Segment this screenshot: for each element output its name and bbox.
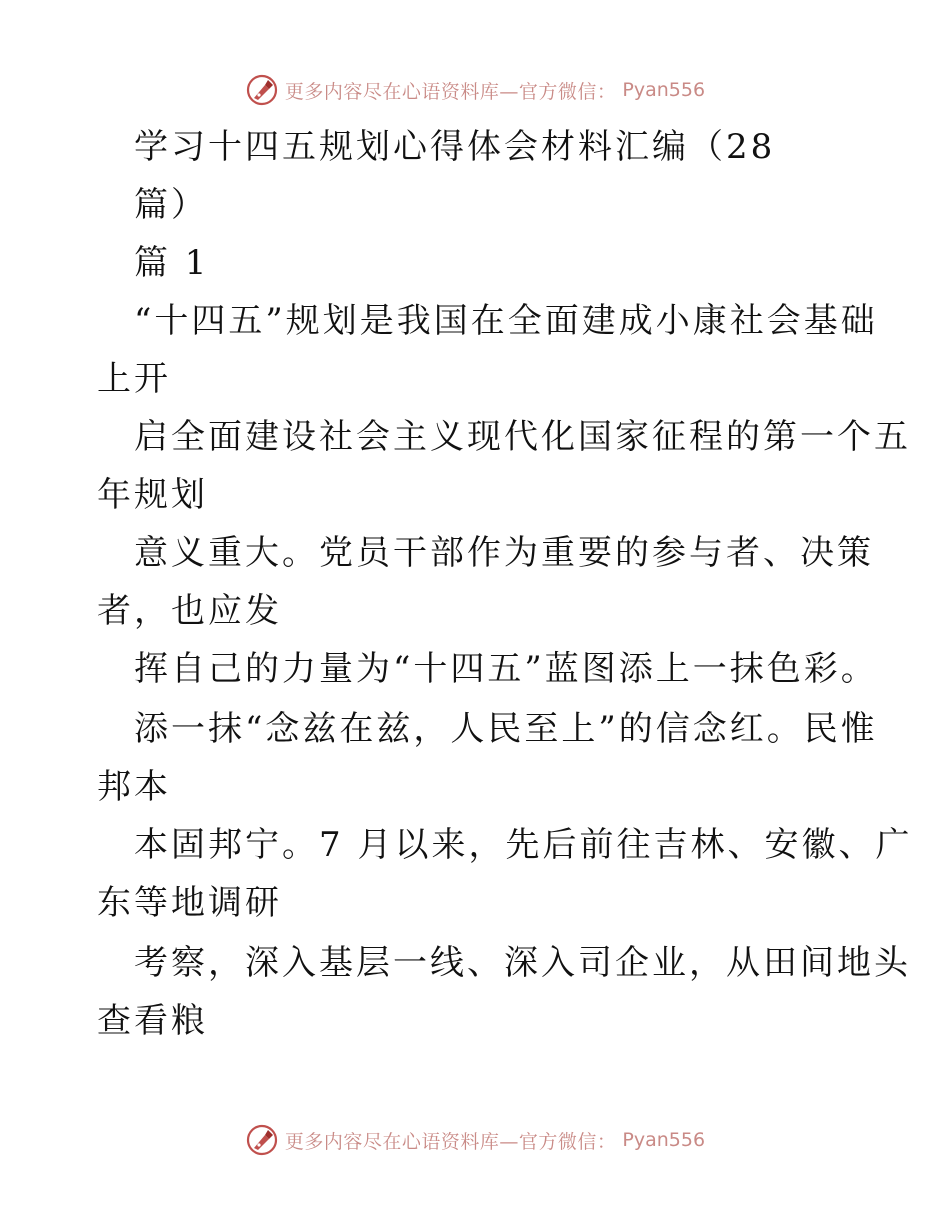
paragraph-line: 启全面建设社会主义现代化国家征程的第一个五 <box>134 417 911 457</box>
watermark-wechat-id: Pyan556 <box>622 79 706 101</box>
watermark-wechat-id: Pyan556 <box>622 1129 706 1151</box>
header-watermark <box>0 72 950 108</box>
paragraph-line: 年规划 <box>97 475 208 515</box>
paragraph-line: 邦本 <box>97 767 171 807</box>
document-title-line-2: 篇） <box>134 185 208 225</box>
pen-nib-logo-icon <box>245 1123 279 1157</box>
watermark-text: 更多内容尽在心语资料库—官方微信： <box>284 80 617 103</box>
pen-nib-logo-icon <box>245 73 279 107</box>
paragraph-line: 东等地调研 <box>97 883 282 923</box>
document-title-line-1: 学习十四五规划心得体会材料汇编（28 <box>134 127 776 167</box>
watermark-text: 更多内容尽在心语资料库—官方微信： <box>284 1130 617 1153</box>
paragraph-line: 上开 <box>97 359 171 399</box>
footer-watermark <box>0 1122 950 1158</box>
paragraph-line: 查看粮 <box>97 1001 208 1041</box>
paragraph-line: 本固邦宁。7 月以来，先后前往吉林、安徽、广 <box>134 825 913 865</box>
paragraph-line: 考察，深入基层一线、深入司企业，从田间地头 <box>134 943 911 983</box>
paragraph-line: “十四五”规划是我国在全面建成小康社会基础 <box>134 301 878 341</box>
paragraph-line: 者，也应发 <box>97 591 282 631</box>
section-label: 篇 1 <box>134 243 210 283</box>
paragraph-line: 挥自己的力量为“十四五”蓝图添上一抹色彩。 <box>134 649 878 689</box>
paragraph-line: 意义重大。党员干部作为重要的参与者、决策 <box>134 533 874 573</box>
paragraph-line: 添一抹“念兹在兹，人民至上”的信念红。民惟 <box>134 709 878 749</box>
